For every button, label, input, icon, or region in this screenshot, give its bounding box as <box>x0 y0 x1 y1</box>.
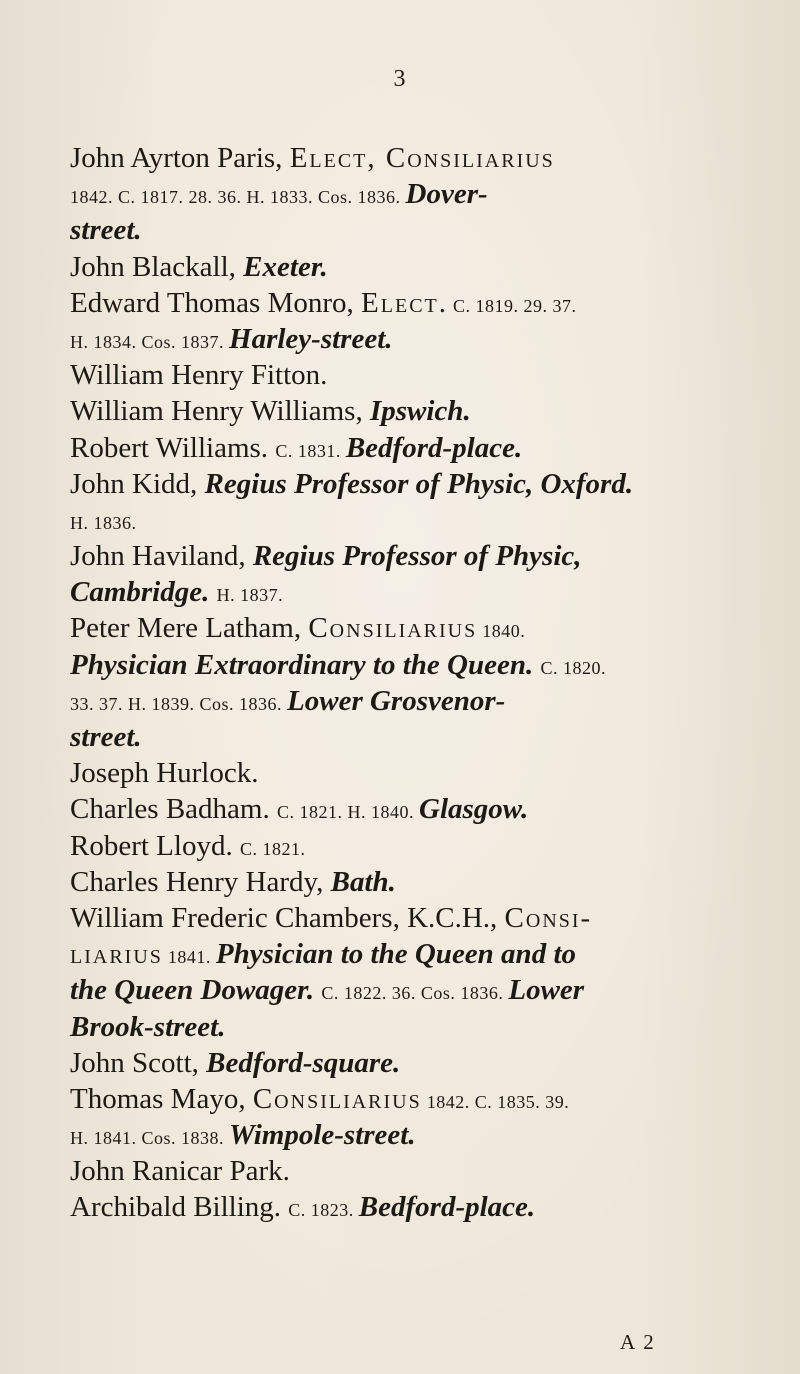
text-line <box>70 176 770 212</box>
text-segment: Lower <box>508 974 585 1007</box>
text-segment: Bedford-place. <box>358 1191 536 1224</box>
text-segment: John Ranicar Park. <box>70 1155 290 1188</box>
text-segment: Regius Professor of Physic, Oxford. <box>204 467 634 500</box>
text-segment: street. <box>70 214 142 247</box>
text-line <box>70 574 770 610</box>
text-segment: Exeter. <box>243 250 328 283</box>
page-number: 3 <box>393 66 407 92</box>
text-segment: Charles Badham. <box>70 793 277 826</box>
text-segment: street. <box>70 721 142 753</box>
text-line <box>70 538 770 574</box>
text-line <box>70 864 770 900</box>
text-segment: William Henry Fitton. <box>70 359 328 392</box>
text-segment: C. 1820. <box>540 657 607 678</box>
text-line <box>70 900 770 936</box>
text-segment: Elect, Consiliarius <box>289 142 555 174</box>
text-segment: John Ayrton Paris, <box>70 142 290 174</box>
text-line <box>70 1117 770 1153</box>
text-segment: 1840. <box>477 621 526 642</box>
text-segment: Dover- <box>405 178 488 211</box>
text-segment: John Scott, <box>70 1046 207 1079</box>
text-line <box>70 212 770 248</box>
text-segment: Elect. <box>361 286 449 319</box>
text-segment: Lower Grosvenor- <box>287 684 506 717</box>
text-line <box>70 791 770 827</box>
text-line <box>70 357 770 393</box>
text-segment: Physician to the Queen and to <box>215 938 576 971</box>
text-line <box>70 755 770 791</box>
text-segment: 1842. C. 1835. 39. <box>421 1091 570 1112</box>
text-line <box>70 502 770 538</box>
text-line <box>70 1009 770 1045</box>
text-line <box>70 430 770 466</box>
text-segment: John Blackall, <box>70 250 244 283</box>
text-line <box>70 466 770 502</box>
text-line <box>70 683 770 719</box>
text-segment: C. 1831. <box>275 440 346 461</box>
text-segment: Consi- <box>504 901 593 934</box>
text-line <box>70 249 770 285</box>
text-segment: the Queen Dowager. <box>70 974 322 1007</box>
text-segment: C. 1823. <box>288 1200 359 1221</box>
text-segment: H. 1841. Cos. 1838. <box>70 1128 230 1149</box>
text-segment: Wimpole-street. <box>229 1119 416 1152</box>
text-segment: 1842. C. 1817. 28. 36. H. 1833. Cos. 1836. <box>70 187 406 208</box>
text-line <box>70 393 770 429</box>
text-segment: William Henry Williams, <box>70 395 370 428</box>
text-segment: Ipswich. <box>369 395 471 428</box>
text-line <box>70 1153 770 1189</box>
text-line <box>70 321 770 357</box>
text-segment: H. 1836. <box>70 512 137 533</box>
text-segment: Consiliarius <box>308 612 478 645</box>
text-segment: C. 1821. <box>239 838 306 859</box>
text-line <box>70 936 770 972</box>
text-segment: 1841. <box>162 947 216 968</box>
text-line <box>70 972 770 1008</box>
text-segment: H. 1834. Cos. 1837. <box>70 331 230 352</box>
text-segment: Archibald Billing. <box>70 1191 289 1224</box>
text-segment: Regius Professor of Physic, <box>252 540 582 573</box>
text-segment: Harley-street. <box>229 322 393 355</box>
text-segment: Brook-street. <box>70 1010 226 1043</box>
text-segment: C. 1822. 36. Cos. 1836. <box>321 983 509 1004</box>
text-segment: Robert Lloyd. <box>70 829 240 862</box>
text-body <box>70 140 770 1226</box>
text-line <box>70 719 770 755</box>
text-segment: Bedford-place. <box>345 431 523 464</box>
text-segment: John Kidd, <box>70 467 205 500</box>
text-segment: Thomas Mayo, <box>70 1082 253 1115</box>
text-line <box>70 140 770 176</box>
text-segment: Physician Extraordinary to the Queen. <box>70 648 541 681</box>
text-segment: Joseph Hurlock. <box>70 757 259 790</box>
text-segment: John Haviland, <box>70 540 253 573</box>
text-segment: Bath. <box>330 865 396 898</box>
text-line <box>70 1045 770 1081</box>
text-segment: Consiliarius <box>252 1082 422 1115</box>
text-segment: Bedford-square. <box>206 1046 401 1079</box>
text-line <box>70 1081 770 1117</box>
text-line <box>70 828 770 864</box>
text-segment: C. 1821. H. 1840. <box>276 802 419 823</box>
text-segment: Glasgow. <box>419 793 529 826</box>
text-segment: Charles Henry Hardy, <box>70 865 331 898</box>
text-segment: Cambridge. <box>70 576 217 609</box>
text-line <box>70 610 770 646</box>
text-segment: H. 1837. <box>216 585 284 606</box>
text-line <box>70 1189 770 1225</box>
signature-mark: A 2 <box>620 1330 656 1354</box>
text-segment: Robert Williams. <box>70 431 276 464</box>
text-segment: William Frederic Chambers, K.C.H., <box>70 901 505 934</box>
text-segment: liarius <box>70 938 163 971</box>
text-segment: C. 1819. 29. 37. <box>448 295 577 316</box>
text-segment: 33. 37. H. 1839. Cos. 1836. <box>70 693 288 714</box>
text-segment: Peter Mere Latham, <box>70 612 309 645</box>
text-line <box>70 647 770 683</box>
text-line <box>70 285 770 321</box>
text-segment: Edward Thomas Monro, <box>70 286 362 319</box>
